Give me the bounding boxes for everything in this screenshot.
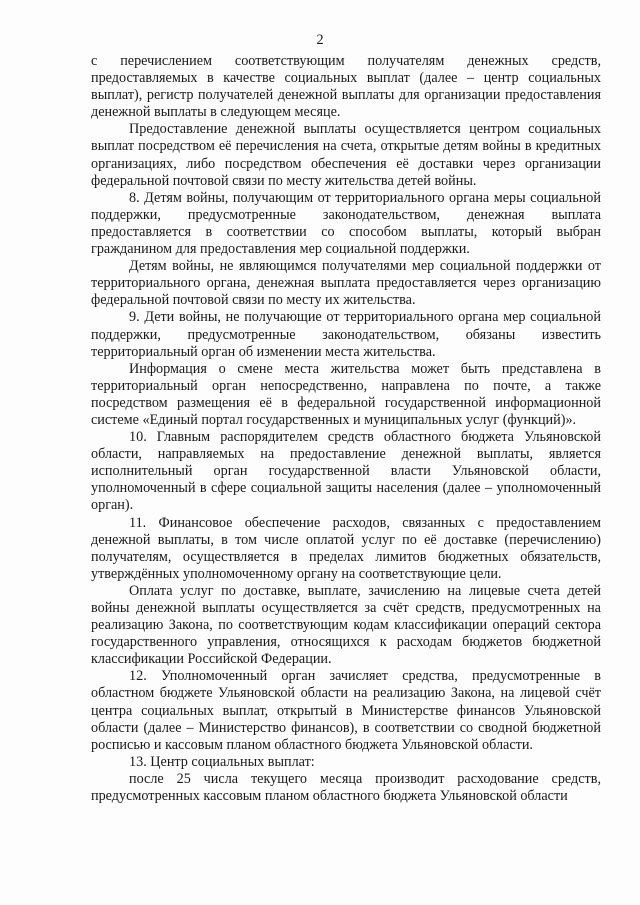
paragraph: Оплата услуг по доставке, выплате, зачислению на лицевые счета детей войны денежной выплаты осуществляется за счёт средств, предусмотренных на реализацию Закона, по соответствующим кодам классификации операций сектора государственного управления, относящихся к расходам бюджетов бюджетной классификации Российской Федерации. [91,582,601,668]
paragraph-item-9: 9. Дети войны, не получающие от территориального органа мер социальной поддержки, предусмотренные законодательством, обязаны известить территориальный орган об изменении места жительства. [91,309,601,360]
paragraph-item-12: 12. Уполномоченный орган зачисляет средства, предусмотренные в областном бюджете Ульяновской области на реализацию Закона, на лицевой счёт центра социальных выплат, открытый в Министерстве финансов Ульяновской области (далее – Министерство финансов), в соответствии со сводной бюджетной росписью и кассовым планом областного бюджета Ульяновской области. [91,668,601,753]
paragraph-continuation: с перечислением соответствующим получателям денежных средств, предоставляемых в качестве социальных выплат (далее – центр социальных выплат), регистр получателей денежной выплаты для организации предоставления денежной выплаты в следующем месяце. [91,53,601,121]
document-body [91,53,601,805]
paragraph-item-13: 13. Центр социальных выплат: [129,753,315,770]
paragraph: Предоставление денежной выплаты осуществляется центром социальных выплат посредством её перечисления на счета, открытые детям войны в кредитных организациях, либо посредством обеспечения её доставки через организации федеральной почтовой связи по месту жительства детей войны. [91,121,601,189]
paragraph-item-11: 11. Финансовое обеспечение расходов, связанных с предоставлением денежной выплаты, в том числе оплатой услуг по её доставке (перечислению) получателям, осуществляется в пределах лимитов бюджетных обязательств, утверждённых уполномоченному органу на соответствующие цели. [91,514,601,582]
paragraph-item-10: 10. Главным распорядителем средств областного бюджета Ульяновской области, направляемых на предоставление денежной выплаты, является исполнительный орган государственной власти Ульяновской области, уполномоченный в сфере социальной защиты населения (далее – уполномоченный орган). [91,429,601,514]
page-number: 2 [316,32,324,48]
paragraph: Информация о смене места жительства может быть представлена в территориальный орган непосредственно, направлена по почте, а также посредством размещения её в федеральной государственной информационной системе «Единый портал государственных и муниципальных услуг (функций)». [91,360,601,428]
paragraph: Детям войны, не являющимся получателями мер социальной поддержки от территориального органа, денежная выплата предоставляется через организацию федеральной почтовой связи по месту их жительства. [91,258,601,309]
paragraph-item-8: 8. Детям войны, получающим от территориального органа меры социальной поддержки, предусмотренные законодательством, денежная выплата предоставляется в соответствии со способом выплаты, который выбран гражданином для предоставления мер социальной поддержки. [91,189,601,258]
paragraph: после 25 числа текущего месяца производит расходование средств, предусмотренных кассовым планом областного бюджета Ульяновской области [91,770,601,805]
